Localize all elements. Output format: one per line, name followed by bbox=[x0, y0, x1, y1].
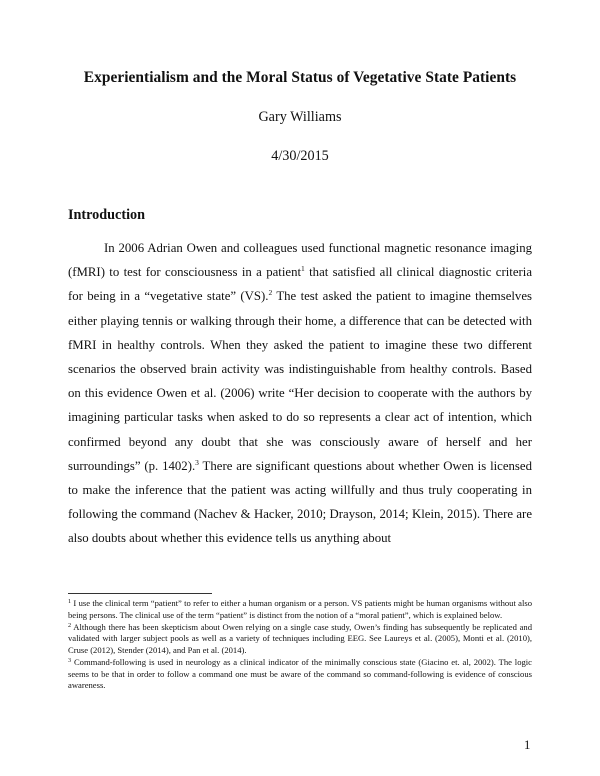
section-heading: Introduction bbox=[68, 207, 145, 223]
footnotes bbox=[68, 598, 532, 693]
page-number: 1 bbox=[524, 738, 531, 752]
paper-date: 4/30/2015 bbox=[271, 148, 329, 164]
paper-title: Experientialism and the Moral Status of Vegetative State Patients bbox=[83, 69, 517, 86]
footnote-number: 2 bbox=[68, 621, 72, 629]
body-text-3: The test asked the patient to imagine themselves either playing tennis or walking through their home, a difference that can be detected with fMRI in healthy controls. When they asked the patient to imagine these two different scenarios the observed brain activity was indistinguishable from healthy controls. Based on this evidence Owen et al. (2006) write “Her decision to cooperate with the authors by imagining particular tasks when asked to do so represents a clear act of intention, which confirmed beyond any doubt that she was consciously aware of herself and her surroundings” (p. 1402). bbox=[68, 289, 532, 473]
body-paragraph bbox=[68, 236, 532, 551]
body-text-2: that satisfied all clinical diagnostic criteria for being in a “vegetative state” (VS). bbox=[68, 265, 532, 304]
footnote-ref-2: 2 bbox=[268, 288, 273, 298]
footnote-ref-1: 1 bbox=[301, 264, 305, 274]
footnote-ref-3: 3 bbox=[195, 457, 199, 467]
body-text-1: In 2006 Adrian Owen and colleagues used functional magnetic resonance imaging (fMRI) to test for consciousness in a patient bbox=[68, 241, 532, 280]
author-name: Gary Williams bbox=[258, 109, 342, 125]
body-text-4: There are significant questions about whether Owen is licensed to make the inference that the patient was acting willfully and thus truly cooperating in following the command (Nachev & Hacker, 2010; Drayson, 2014; Klein, 2015). There are also doubts about whether this evidence tells us anything about bbox=[68, 458, 532, 546]
footnote-number: 3 bbox=[68, 657, 72, 665]
footnote bbox=[68, 657, 532, 692]
footnote-text: Command-following is used in neurology as a clinical indicator of the minimally conscious state (Giacino et. al, 2002). The logic seems to be that in order to follow a command one must be aware of the command so command-following is evidence of conscious awareness. bbox=[68, 657, 532, 691]
footnote bbox=[68, 598, 532, 621]
footnote bbox=[68, 622, 532, 657]
footnote-separator bbox=[68, 593, 212, 594]
footnote-text: Although there has been skepticism about Owen relying on a single case study, Owen’s finding has subsequently be replicated and validated with larger subject pools as well as a variety of techniques including EEG. See Laureys et al. (2005), Monti et al. (2010), Cruse (2012), Stender (2014), and Pan et al. (2014). bbox=[68, 621, 532, 655]
footnote-text: I use the clinical term “patient” to refer to either a human organism or a person. VS patients might be human organisms without also being persons. The clinical use of the term “patient” is distinct from the notion of a “moral patient”, which is explained below. bbox=[68, 598, 532, 620]
footnote-number: 1 bbox=[68, 598, 72, 605]
